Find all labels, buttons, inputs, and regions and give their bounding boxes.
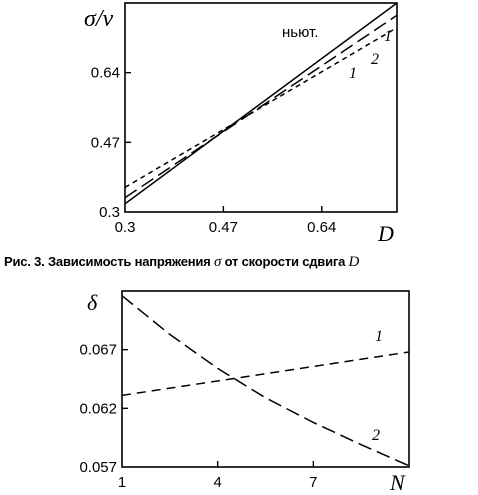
y-tick-label: 0.47 bbox=[90, 134, 120, 152]
plot-top-series bbox=[125, 3, 397, 204]
y-tick-label: 0.067 bbox=[79, 341, 117, 359]
x-axis-title-top: D bbox=[378, 221, 394, 246]
series-line-2 bbox=[125, 15, 397, 197]
y-tick-label: 0.057 bbox=[79, 459, 117, 476]
y-axis-title-top: σ/ν bbox=[84, 6, 114, 32]
x-tick-label: 1 bbox=[117, 474, 127, 491]
series-line-1 bbox=[125, 3, 397, 204]
plot-top bbox=[84, 3, 397, 246]
caption-D: D bbox=[348, 254, 360, 270]
series-line-3 bbox=[125, 28, 397, 188]
x-tick-label: 4 bbox=[213, 474, 222, 491]
plot-bottom-frame bbox=[122, 291, 409, 467]
y-tick-label: 0.3 bbox=[99, 204, 120, 221]
series-label-2-top: 2 bbox=[371, 51, 379, 68]
caption-sigma: σ bbox=[213, 254, 222, 270]
series-line-1 bbox=[122, 352, 409, 395]
x-tick-label: 0.3 bbox=[114, 219, 136, 236]
caption-middle: от скорости сдвига bbox=[221, 254, 349, 269]
series-label-1-top: 1 bbox=[349, 65, 357, 82]
series-label-1-bottom: 1 bbox=[375, 328, 383, 345]
y-tick-label: 0.64 bbox=[90, 64, 120, 82]
plot-top-ticks bbox=[91, 65, 337, 236]
caption-prefix: Рис. 3. Зависимость напряжения bbox=[4, 254, 214, 269]
series-label-1-top-b: 1 bbox=[384, 28, 392, 45]
x-tick-label: 0.47 bbox=[208, 219, 238, 236]
x-tick-label: 0.64 bbox=[307, 219, 337, 236]
y-tick-label: 0.062 bbox=[79, 400, 117, 418]
series-label-2-bottom: 2 bbox=[372, 427, 380, 444]
series-label-newton: ньют. bbox=[282, 24, 319, 41]
plot-bottom bbox=[79, 290, 409, 495]
plot-bottom-ticks bbox=[79, 342, 317, 491]
x-tick-label: 7 bbox=[309, 474, 318, 491]
series-line-2 bbox=[122, 296, 409, 466]
y-axis-title-bottom: δ bbox=[87, 290, 98, 315]
plot-bottom-series bbox=[122, 296, 409, 466]
x-axis-title-bottom: N bbox=[390, 470, 405, 495]
figure-caption bbox=[4, 254, 474, 271]
